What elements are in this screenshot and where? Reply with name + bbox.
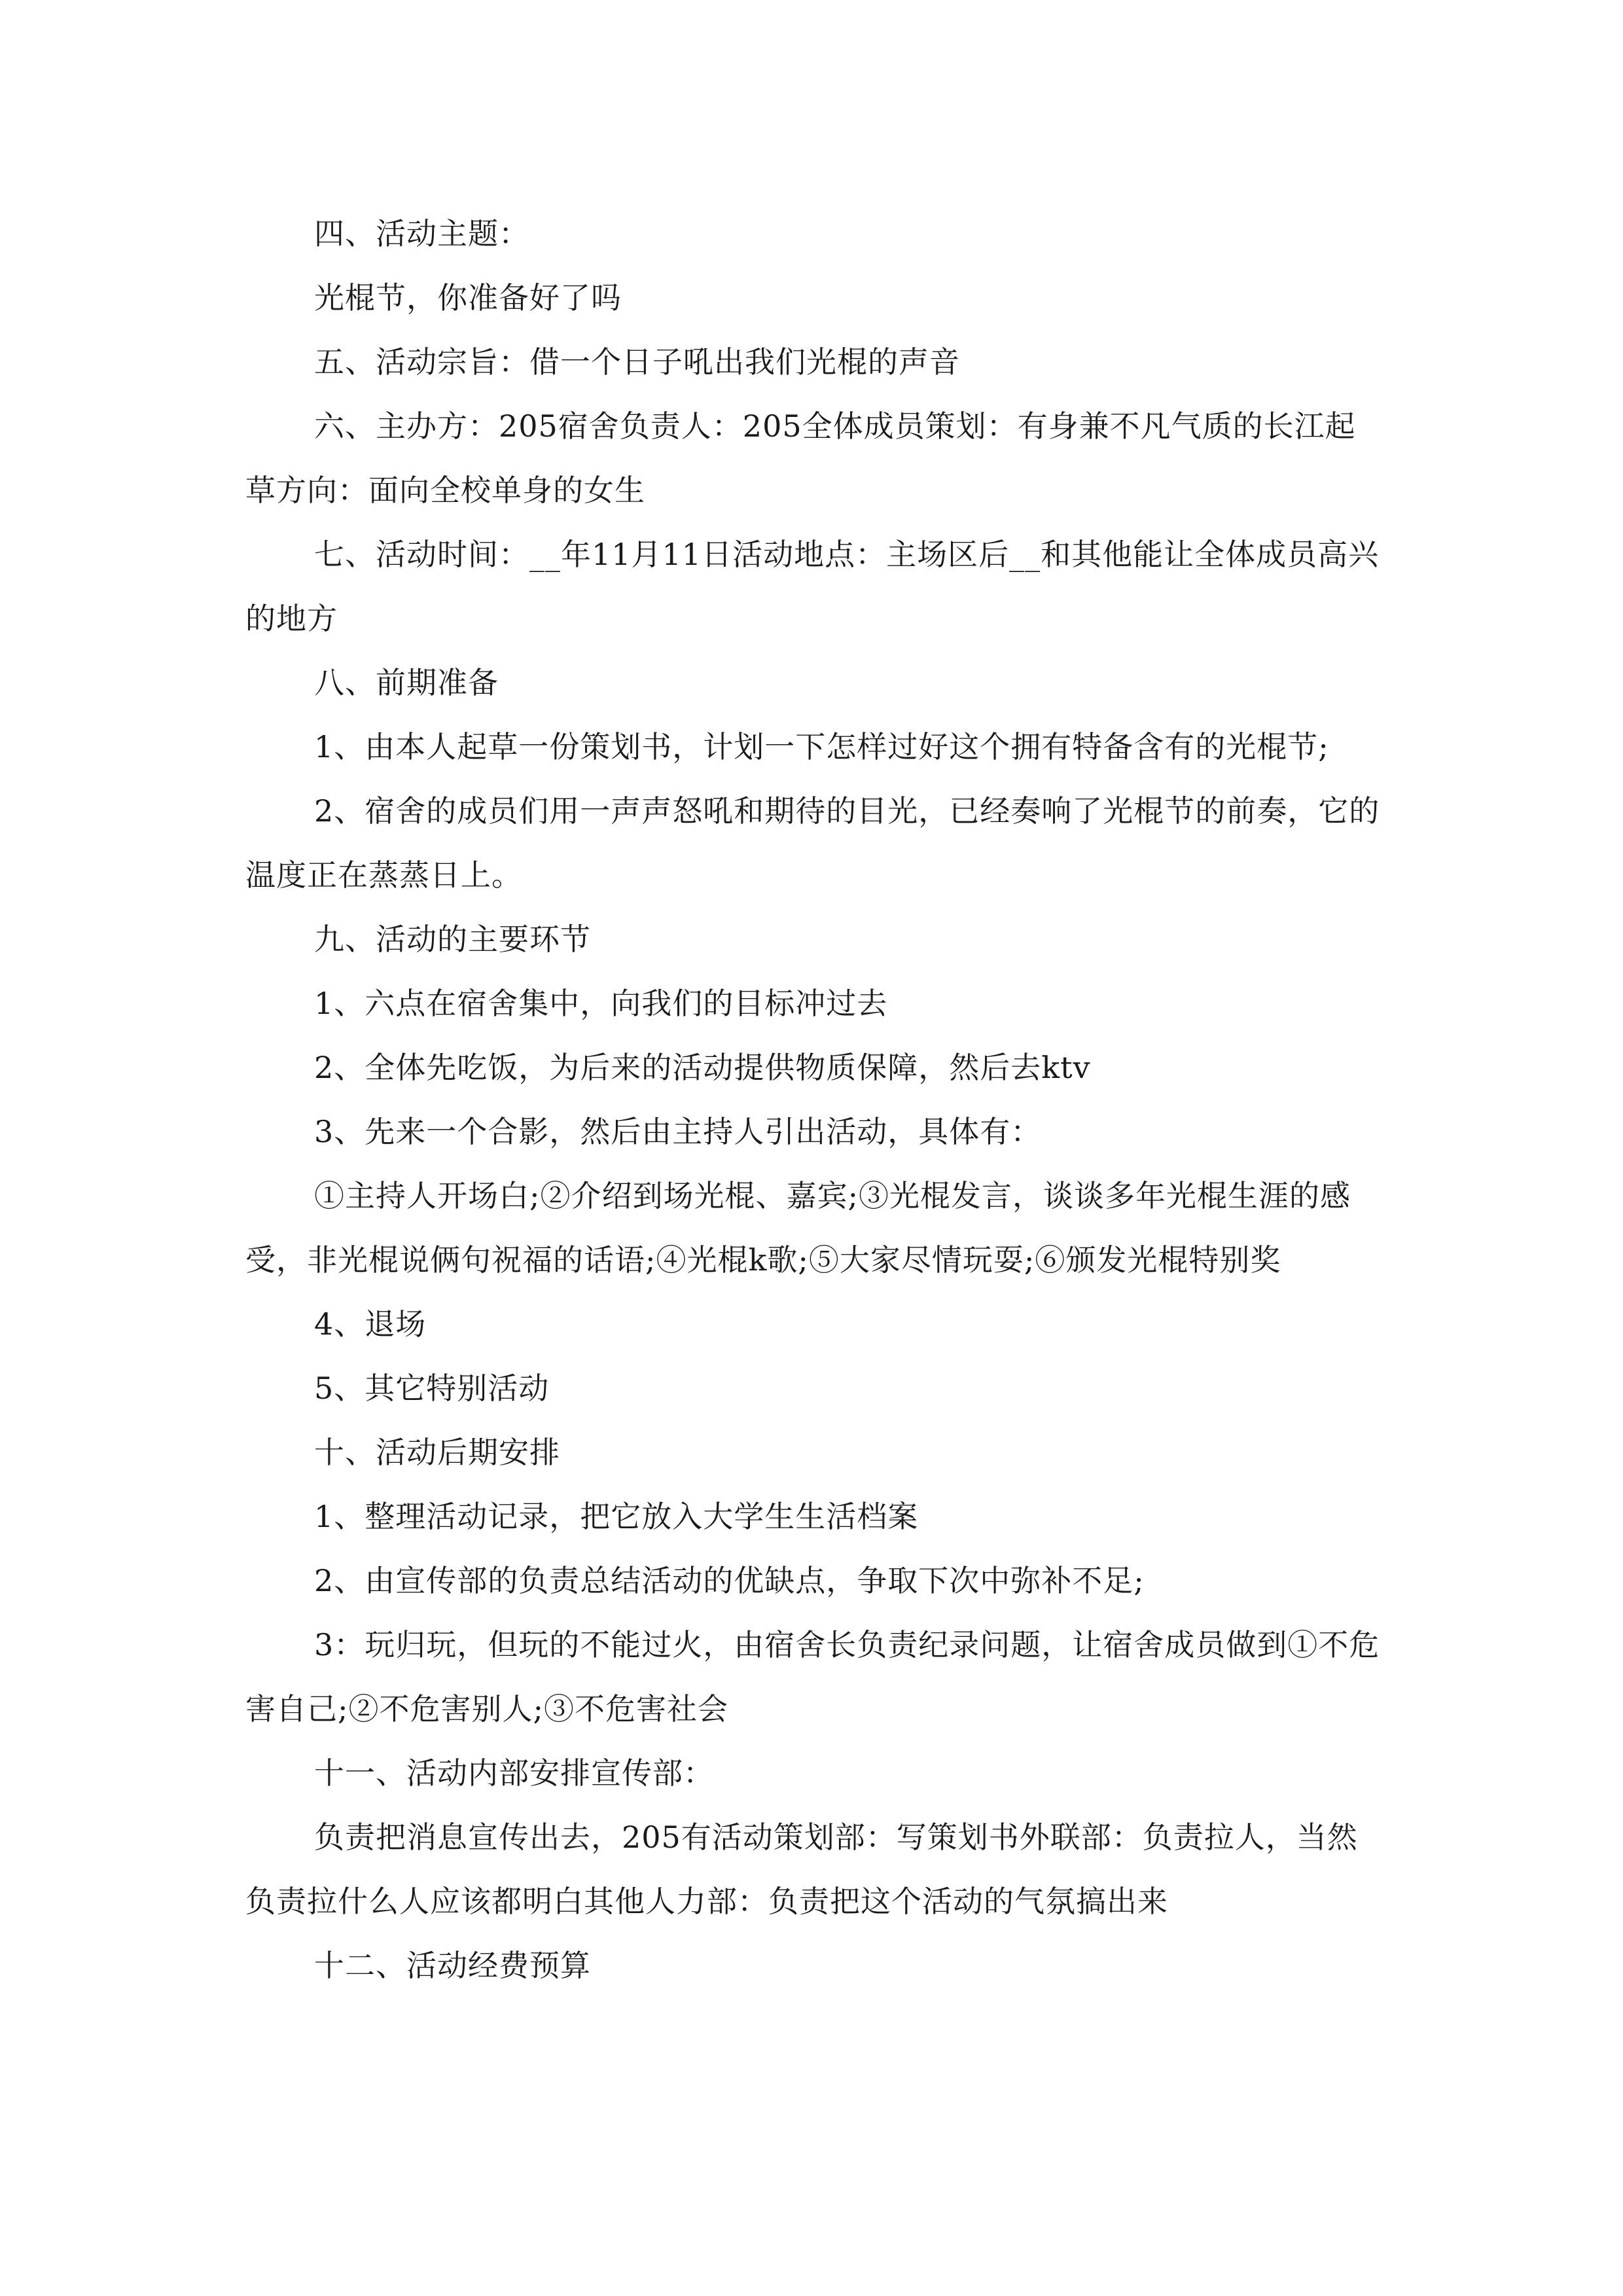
section-12-heading: 十二、活动经费预算 — [314, 1948, 591, 1983]
section-8-heading: 八、前期准备 — [314, 665, 499, 700]
section-9-heading: 九、活动的主要环节 — [314, 922, 591, 957]
internal-arrangement-text: 负责把消息宣传出去，205有活动策划部：写策划书外联部：负责拉人，当然负责拉什么人应该都明白其他人力部：负责把这个活动的气氛搞出来 — [245, 1820, 1358, 1919]
main-item-2: 2、全体先吃饭，为后来的活动提供物质保障，然后去ktv — [314, 1050, 1091, 1085]
main-item-1: 1、六点在宿舍集中，向我们的目标冲过去 — [314, 986, 888, 1021]
after-item-3: 3：玩归玩，但玩的不能过火，由宿舍长负责纪录问题，让宿舍成员做到①不危害自己;②不危害别人;③不危害社会 — [245, 1627, 1380, 1727]
section-11-heading: 十一、活动内部安排宣传部： — [314, 1755, 714, 1791]
section-6-organizer: 六、主办方：205宿舍负责人：205全体成员策划：有身兼不凡气质的长江起草方向：面向全校单身的女生 — [245, 408, 1356, 508]
main-item-3-details: ①主持人开场白;②介绍到场光棍、嘉宾;③光棍发言，谈谈多年光棍生涯的感受，非光棍说俩句祝福的话语;④光棍k歌;⑤大家尽情玩耍;⑥颁发光棍特别奖 — [245, 1178, 1351, 1278]
section-7-time-place: 七、活动时间：__年11月11日活动地点：主场区后__和其他能让全体成员高兴的地方 — [245, 537, 1380, 636]
after-item-1: 1、整理活动记录，把它放入大学生生活档案 — [314, 1499, 919, 1534]
main-item-3: 3、先来一个合影，然后由主持人引出活动，具体有： — [314, 1114, 1042, 1149]
section-10-heading: 十、活动后期安排 — [314, 1435, 560, 1470]
after-item-2: 2、由宣传部的负责总结活动的优缺点，争取下次中弥补不足; — [314, 1563, 1145, 1598]
prep-item-1: 1、由本人起草一份策划书，计划一下怎样过好这个拥有特备含有的光棍节; — [314, 729, 1329, 764]
section-5-purpose: 五、活动宗旨：借一个日子吼出我们光棍的声音 — [314, 344, 960, 380]
main-item-5: 5、其它特别活动 — [314, 1371, 550, 1406]
prep-item-2: 2、宿舍的成员们用一声声怒吼和期待的目光，已经奏响了光棍节的前奏，它的温度正在蒸蒸日上。 — [245, 793, 1380, 893]
document-body — [245, 202, 1381, 1998]
main-item-4: 4、退场 — [314, 1306, 427, 1342]
theme-text: 光棍节，你准备好了吗 — [314, 280, 622, 315]
section-4-heading: 四、活动主题： — [314, 216, 529, 251]
